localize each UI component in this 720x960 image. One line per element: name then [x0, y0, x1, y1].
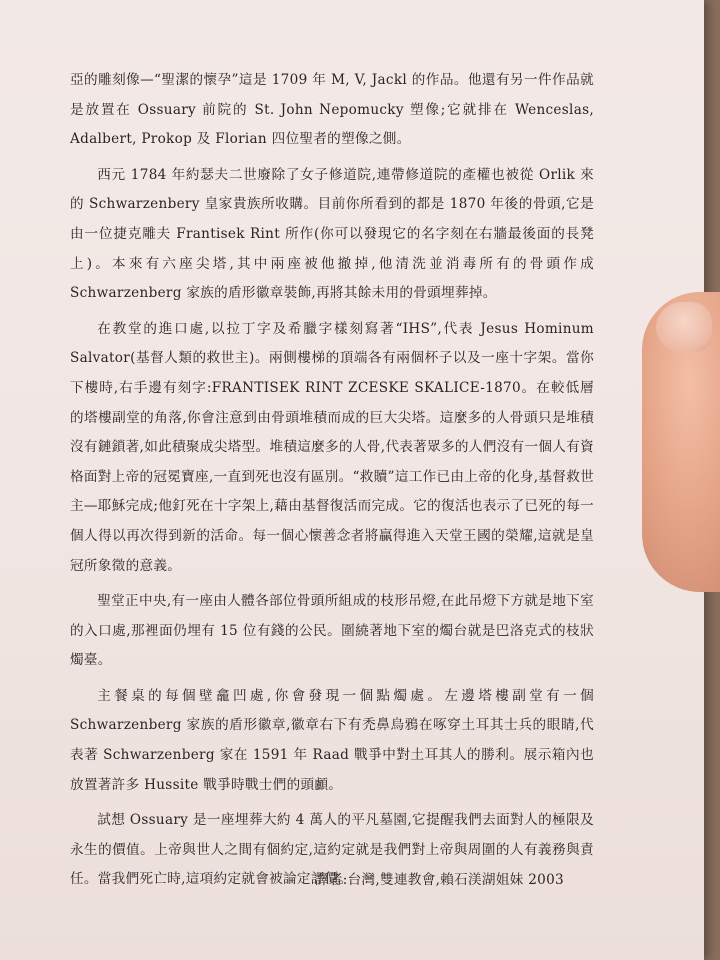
paragraph: 亞的雕刻像—“聖潔的懷孕”這是 1709 年 M, V, Jackl 的作品。他還有另一件作品就是放置在 Ossuary 前院的 St. John Nepomucky 塑像;它就排在 Wenceslas, Adalbert, Prokop 及 Florian 四位聖者的塑像之側。: [70, 72, 594, 148]
paragraph: 試想 Ossuary 是一座埋葬大約 4 萬人的平凡墓園,它提醒我們去面對人的極限及永生的價值。上帝與世人之間有個約定,這約定就是我們對上帝與周圍的人有義務與責任。當我們死亡時,這項約定就會被論定評價。: [70, 812, 594, 888]
paragraph: 聖堂正中央,有一座由人體各部位骨頭所組成的枝形吊燈,在此吊燈下方就是地下室的入口處,那裡面仍埋有 15 位有錢的公民。圍繞著地下室的燭台就是巴洛克式的枝狀燭臺。: [70, 593, 594, 669]
paragraph: 在教堂的進口處,以拉丁字及希臘字樣刻寫著“IHS”,代表 Jesus Hominum Salvator(基督人類的救世主)。兩側樓梯的頂端各有兩個杯子以及一座十字架。當你下樓時,右手邊有刻字:FRANTISEK RINT ZCESKE SKALICE-1870。在較低層的塔樓副堂的角落,你會注意到由骨頭堆積而成的巨大尖塔。這麼多的人骨頭只是堆積沒有鏈鎖著,如此積聚成尖塔型。堆積這麼多的人骨,代表著眾多的人們沒有一個人有資格面對上帝的冠冕寶座,一直到死也沒有區別。“救贖”這工作已由上帝的化身,基督救世主—耶穌完成;他釘死在十字架上,藉由基督復活而完成。它的復活也表示了已死的每一個人得以再次得到新的活命。每一個心懷善念者將贏得進入天堂王國的榮耀,這就是皇冠所象徵的意義。: [70, 320, 594, 574]
body-text: [70, 66, 594, 901]
translator-credit: 譯者:台灣,雙連教會,賴石渼湖姐妹 2003: [314, 872, 564, 888]
paragraph: 主餐桌的每個壁龕凹處,你會發現一個點燭處。左邊塔樓副堂有一個 Schwarzenberg 家族的盾形徽章,徽章右下有禿鼻烏鴉在啄穿土耳其士兵的眼睛,代表著 Schwarzenberg 家在 1591 年 Raad 戰爭中對土耳其人的勝利。展示箱內也放置著許多 Hussite 戰爭時戰士們的頭顱。: [70, 687, 594, 793]
paragraph: 西元 1784 年約瑟夫二世廢除了女子修道院,連帶修道院的產權也被從 Orlik 來的 Schwarzenbery 皇家貴族所收購。目前你所看到的都是 1870 年後的骨頭,它是由一位捷克雕夫 Frantisek Rint 所作(你可以發現它的名字刻在右牆最後面的長凳上)。本來有六座尖塔,其中兩座被他撤掉,他清洗並消毒所有的骨頭作成 Schwarzenberg 家族的盾形徽章裝飾,再將其餘未用的骨頭埋葬掉。: [70, 166, 594, 302]
thumb-nail: [656, 302, 712, 352]
